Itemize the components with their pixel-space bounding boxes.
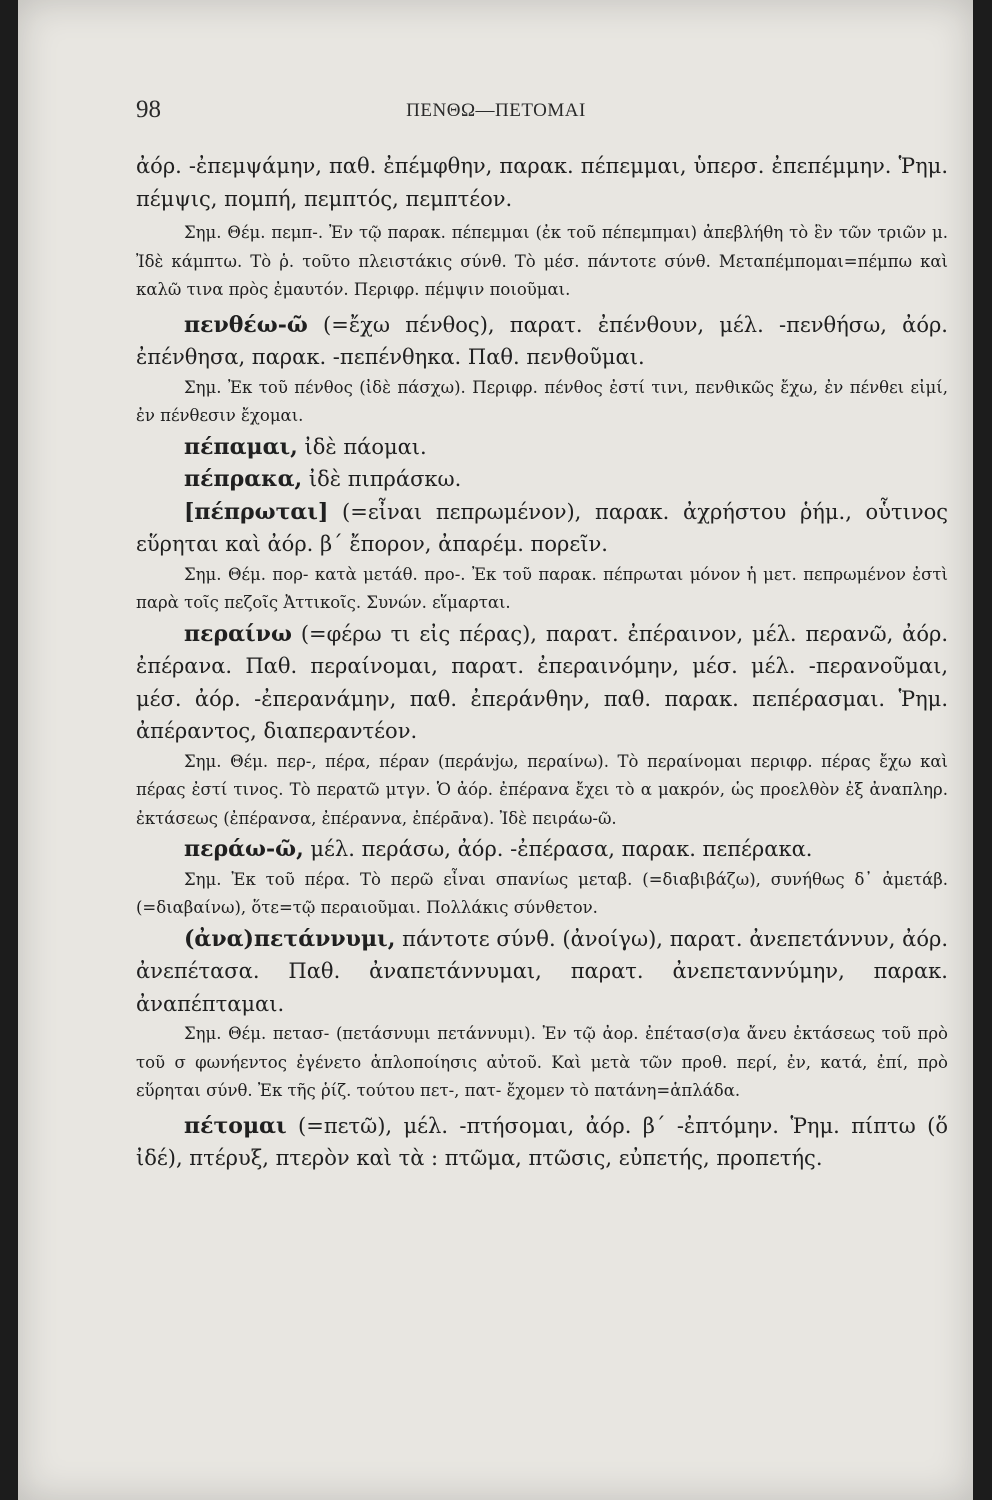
lemma: πέπρακα,	[184, 466, 303, 492]
lemma: περαίνω	[184, 620, 292, 647]
note-perao	[136, 866, 948, 923]
note-text: Σημ. Θέμ. περ-, πέρα, πέραν (περάνjω, περαίνω). Τὸ περαίνομαι περιφρ. πέρας ἔχω καὶ πέρας ἐστί τινος. Τὸ περατῶ μτγν. Ὁ ἀόρ. ἐπέρανα ἔχει τὸ α μακρόν, ὡς προελθὸν ἐξ ἀναπληρ. ἐκτάσεως (ἐπέρανσα, ἐπέραννα, ἐπέρᾱνα). Ἰδὲ πειράω-ῶ.	[136, 751, 948, 828]
note-pentheo	[136, 374, 948, 431]
note-text: Σημ. Θέμ. πεμπ-. Ἐν τῷ παρακ. πέπεμμαι (ἐκ τοῦ πέπεμπμαι) ἀπεβλήθη τὸ ἓν τῶν τριῶν μ. Ἰδὲ κάμπτω. Τὸ ῥ. τοῦτο πλειστάκις σύνθ. Τὸ μέσ. πάντοτε σύνθ. Μεταπέμπομαι=πέμπω καὶ καλῶ τινα πρὸς ἐμαυτόν. Περιφρ. πέμψιν ποιοῦμαι.	[136, 223, 948, 299]
lemma: περάω-ῶ,	[184, 836, 304, 862]
lemma: πέτομαι	[184, 1112, 287, 1139]
note-text: Σημ. Θέμ. πετασ- (πετάσνυμι πετάννυμι). Ἐν τῷ ἀορ. ἐπέτασ(σ)α ἄνευ ἐκτάσεως τοῦ πρὸ τοῦ σ φωνήεντος ἐγένετο ἁπλοποίησις αὐτοῦ. Καὶ μετὰ τῶν προθ. περί, ἐν, κατά, ἐπί, πρὸ εὕρηται σύνθ. Ἐκ τῆς ῥίζ. τούτου πετ-, πατ- ἔχομεν τὸ πατάνη=ἁπλάδα.	[136, 1024, 948, 1100]
page-header	[136, 96, 856, 130]
entry-petannymi	[136, 923, 948, 1021]
entry-text: (=ἔχω πένθος), παρατ. ἐπένθουν, μέλ. -πενθήσω, ἀόρ. ἐπένθησα, παρακ. -πεπένθηκα. Παθ. πενθοῦμαι.	[136, 312, 948, 369]
entry-petomai	[136, 1110, 948, 1175]
entry-pentheo	[136, 309, 948, 374]
lemma: (ἀνα)πετάννυμι,	[184, 925, 396, 952]
note-text: Σημ. Ἐκ τοῦ πένθος (ἰδὲ πάσχω). Περιφρ. πένθος ἐστί τινι, πενθικῶς ἔχω, ἐν πένθει εἰμί, ἐν πένθεσιν ἔχομαι.	[136, 377, 948, 425]
note-petannymi	[136, 1020, 948, 1106]
entry-text: ἰδὲ πάομαι.	[297, 434, 427, 459]
lemma: πέπαμαι,	[184, 433, 298, 460]
entry-peprotai	[136, 496, 948, 561]
entry-continuation	[136, 150, 948, 215]
lemma: πενθέω-ῶ	[184, 311, 308, 338]
entry-peraino	[136, 618, 948, 748]
running-title: ΠΕΝΘΩ—ΠΕΤΟΜΑΙ	[406, 100, 586, 121]
entry-text: (=πετῶ), μέλ. -πτήσομαι, ἀόρ. β΄ -ἐπτόμην. Ῥημ. πίπτω (ὅ ἰδέ), πτέρυξ, πτερὸν καὶ τὰ : πτῶμα, πτῶσις, εὐπετής, προπετής.	[136, 1113, 948, 1170]
entry-text: ἰδὲ πιπράσκω.	[302, 467, 462, 491]
entry-pepraka	[136, 463, 948, 496]
note-text: Σημ. Θέμ. πορ- κατὰ μετάθ. προ-. Ἐκ τοῦ παρακ. πέπρωται μόνον ἡ μετ. πεπρωμένον ἐστὶ παρὰ τοῖς πεζοῖς Ἀττικοῖς. Συνών. εἵμαρται.	[136, 564, 948, 612]
lemma: [πέπρωται]	[184, 498, 329, 525]
entry-text: (=εἶναι πεπρωμένον), παρακ. ἀχρήστου ῥήμ., οὗτινος εὕρηται καὶ ἀόρ. β΄ ἔπορον, ἀπαρέμ. πορεῖν.	[136, 499, 948, 556]
entry-text: μέλ. περάσω, ἀόρ. -ἐπέρασα, παρακ. πεπέρακα.	[303, 837, 813, 861]
note-text: Σημ. Ἐκ τοῦ πέρα. Τὸ περῶ εἶναι σπανίως μεταβ. (=διαβιβάζω), συνήθως δ᾿ ἀμετάβ. (=διαβαίνω), ὅτε=τῷ περαιοῦμαι. Πολλάκις σύνθετον.	[136, 869, 948, 917]
entry-text: ἀόρ. -ἐπεμψάμην, παθ. ἐπέμφθην, παρακ. πέπεμμαι, ὑπερσ. ἐπεπέμμην. Ῥημ. πέμψις, πομπή, πεμπτός, πεμπτέον.	[136, 154, 948, 211]
note-pempo	[136, 219, 948, 305]
entry-text: πάντοτε σύνθ. (ἀνοίγω), παρατ. ἀνεπετάννυν, ἀόρ. ἀνεπέτασα. Παθ. ἀναπετάννυμαι, παρατ. ἀνεπεταννύμην, παρακ. ἀναπέπταμαι.	[136, 926, 948, 1016]
entry-text: (=φέρω τι εἰς πέρας), παρατ. ἐπέραινον, μέλ. περανῶ, ἀόρ. ἐπέρανα. Παθ. περαίνομαι, παρατ. ἐπεραινόμην, μέσ. μέλ. -περανοῦμαι, μέσ. ἀόρ. -ἐπερανάμην, παθ. ἐπεράνθην, παθ. παρακ. πεπέρασμαι. Ῥημ. ἀπέραντος, διαπεραντέον.	[136, 621, 948, 743]
page-number: 98	[136, 96, 161, 123]
book-page	[18, 0, 973, 1500]
note-peprotai	[136, 561, 948, 618]
entry-perao	[136, 833, 948, 866]
entry-pepamai	[136, 431, 948, 464]
note-peraino	[136, 748, 948, 834]
page-body	[136, 150, 948, 1175]
